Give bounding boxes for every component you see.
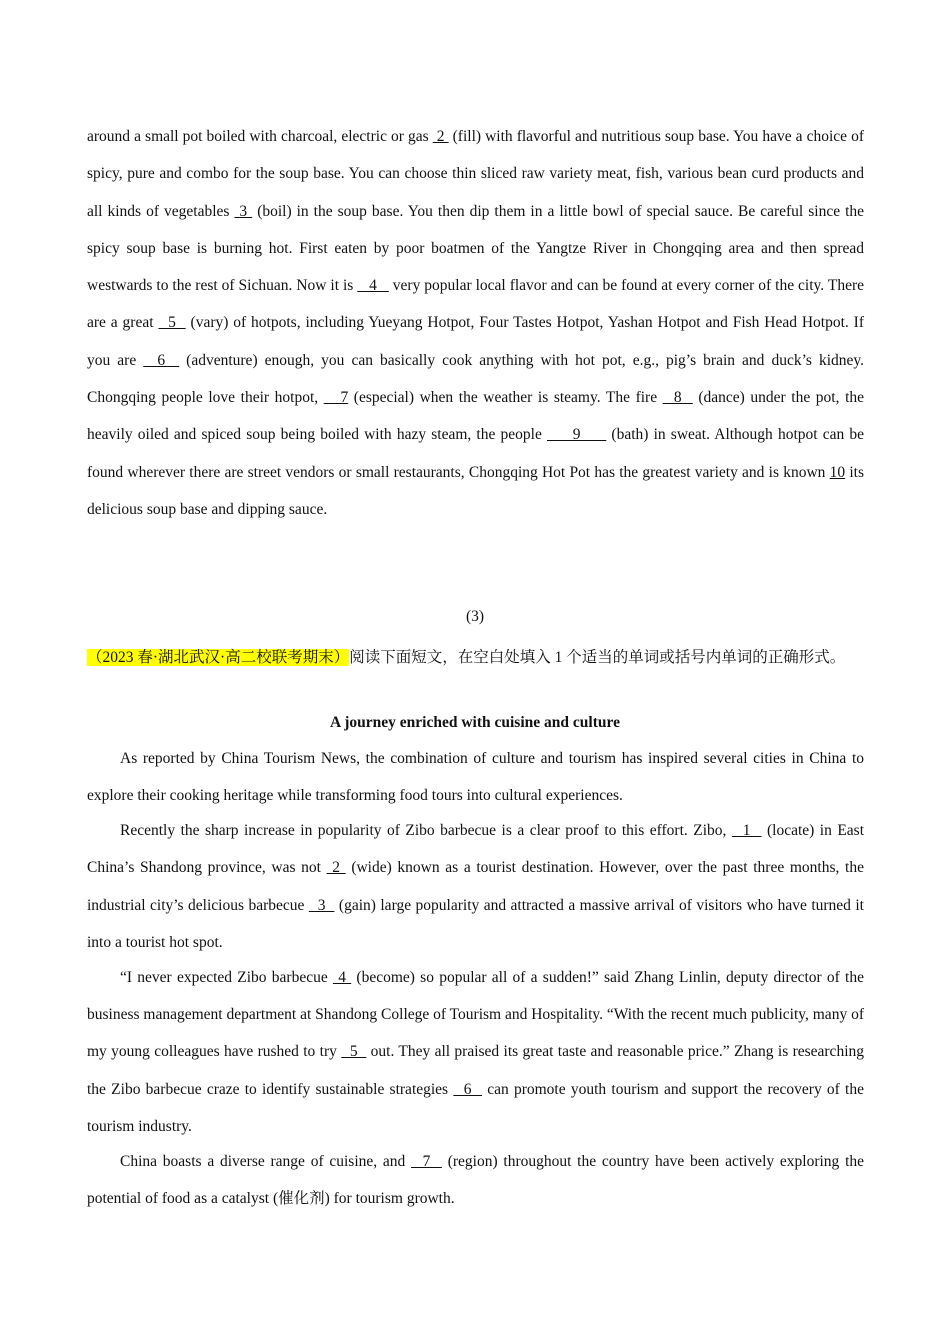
passage-text: China boasts a diverse range of cuisine, and bbox=[120, 1152, 412, 1170]
passage-2-paragraph bbox=[87, 118, 864, 528]
blank-3: 3 bbox=[234, 202, 253, 220]
passage-text: (bath) in sweat. Although hotpot can be found wherever there are street vendors or small restaurants, Chongqing Hot Pot has the greatest variety and is known bbox=[87, 426, 865, 481]
passage-text: (region) throughout the country have been actively exploring the potential of food as a catalyst (催化剂) for tourism growth. bbox=[87, 1152, 865, 1208]
passage-3-body bbox=[87, 740, 864, 1217]
instruction bbox=[87, 640, 864, 676]
passage-text: (become) so popular all of a sudden!” said Zhang Linlin, deputy director of the business management department at Shandong College of Tourism and Hospitality. “With the recent much publicity, many of my young colleagues have rushed to try bbox=[87, 968, 864, 1061]
blank-4: 4 bbox=[357, 277, 389, 295]
passage-text: (wide) known as a tourist destination. However, over the past three months, the industrial city’s delicious barbecue bbox=[87, 859, 864, 914]
blank-7: 7 bbox=[411, 1152, 442, 1170]
blank-2: 2 bbox=[432, 128, 449, 145]
blank-6: 6 bbox=[143, 351, 180, 369]
passage-text: Recently the sharp increase in popularity of Zibo barbecue is a clear proof to this effort. Zibo, bbox=[120, 822, 732, 840]
passage-text: out. They all praised its great taste and reasonable price.” Zhang is researching the Zibo barbecue craze to identify sustainable strategies bbox=[87, 1043, 864, 1098]
passage-text: (boil) in the soup base. You then dip them in a little bowl of special sauce. Be careful since the spicy soup base is burning hot. First eaten by poor boatmen of the Yangtze River in Chongqing area and then spread westwards to the rest of Sichuan. Now it is bbox=[87, 202, 865, 295]
blank-5: 5 bbox=[158, 314, 186, 332]
section-number: (3) bbox=[465, 608, 485, 625]
blank-10: 10 bbox=[829, 463, 846, 481]
paragraph-1: As reported by China Tourism News, the combination of culture and tourism has inspired several cities in China to explore their cooking heritage while transforming food tours into cultural experiences. bbox=[87, 750, 864, 805]
blank-8: 8 bbox=[662, 389, 693, 407]
blank-7: 7 bbox=[323, 389, 349, 407]
passage-text: (vary) of hotpots, including Yueyang Hotpot, Four Tastes Hotpot, Yashan Hotpot and Fish Head Hotpot. If you are bbox=[87, 314, 864, 369]
passage-text: (gain) large popularity and attracted a massive arrival of visitors who have turned it into a tourist hot spot. bbox=[87, 896, 864, 951]
blank-1: 1 bbox=[731, 822, 762, 840]
paragraph-3 bbox=[87, 959, 864, 1145]
paragraph-2 bbox=[87, 812, 864, 961]
passage-text: (locate) in East China’s Shandong province, was not bbox=[87, 822, 865, 877]
passage-text: its delicious soup base and dipping sauce. bbox=[87, 463, 864, 518]
source-label: （2023 春·湖北武汉·高二校联考期末） bbox=[87, 649, 350, 666]
passage-text: can promote youth tourism and support the recovery of the tourism industry. bbox=[87, 1080, 864, 1135]
blank-4: 4 bbox=[332, 968, 352, 986]
blank-9: 9 bbox=[546, 426, 607, 444]
paragraph-4 bbox=[87, 1143, 864, 1218]
passage-text: (especial) when the weather is steamy. The fire bbox=[348, 389, 663, 407]
blank-6: 6 bbox=[453, 1080, 482, 1098]
instruction-paragraph bbox=[87, 640, 864, 676]
passage-text: around a small pot boiled with charcoal, electric or gas bbox=[87, 128, 433, 145]
instruction-text: 阅读下面短文，在空白处填入 1 个适当的单词或括号内单词的正确形式。 bbox=[349, 649, 846, 666]
passage-text: (dance) under the pot, the heavily oiled and spiced soup being boiled with hazy steam, the people bbox=[87, 389, 865, 444]
passage-text: (adventure) enough, you can basically cook anything with hot pot, e.g., pig’s brain and duck’s kidney. Chongqing people love their hotpot, bbox=[87, 351, 865, 407]
blank-5: 5 bbox=[341, 1043, 367, 1061]
passage-text: (fill) with flavorful and nutritious soup base. You have a choice of spicy, pure and combo for the soup base. You can choose thin sliced raw variety meat, fish, various bean curd products and all kinds of vegetables bbox=[87, 128, 864, 220]
blank-2: 2 bbox=[326, 859, 346, 877]
blank-3: 3 bbox=[308, 896, 335, 914]
passage-title: A journey enriched with cuisine and culture bbox=[330, 714, 620, 731]
passage-2-body bbox=[87, 118, 864, 528]
passage-text: very popular local flavor and can be found at every corner of the city. There are a great bbox=[87, 277, 864, 332]
passage-text: “I never expected Zibo barbecue bbox=[120, 968, 333, 986]
